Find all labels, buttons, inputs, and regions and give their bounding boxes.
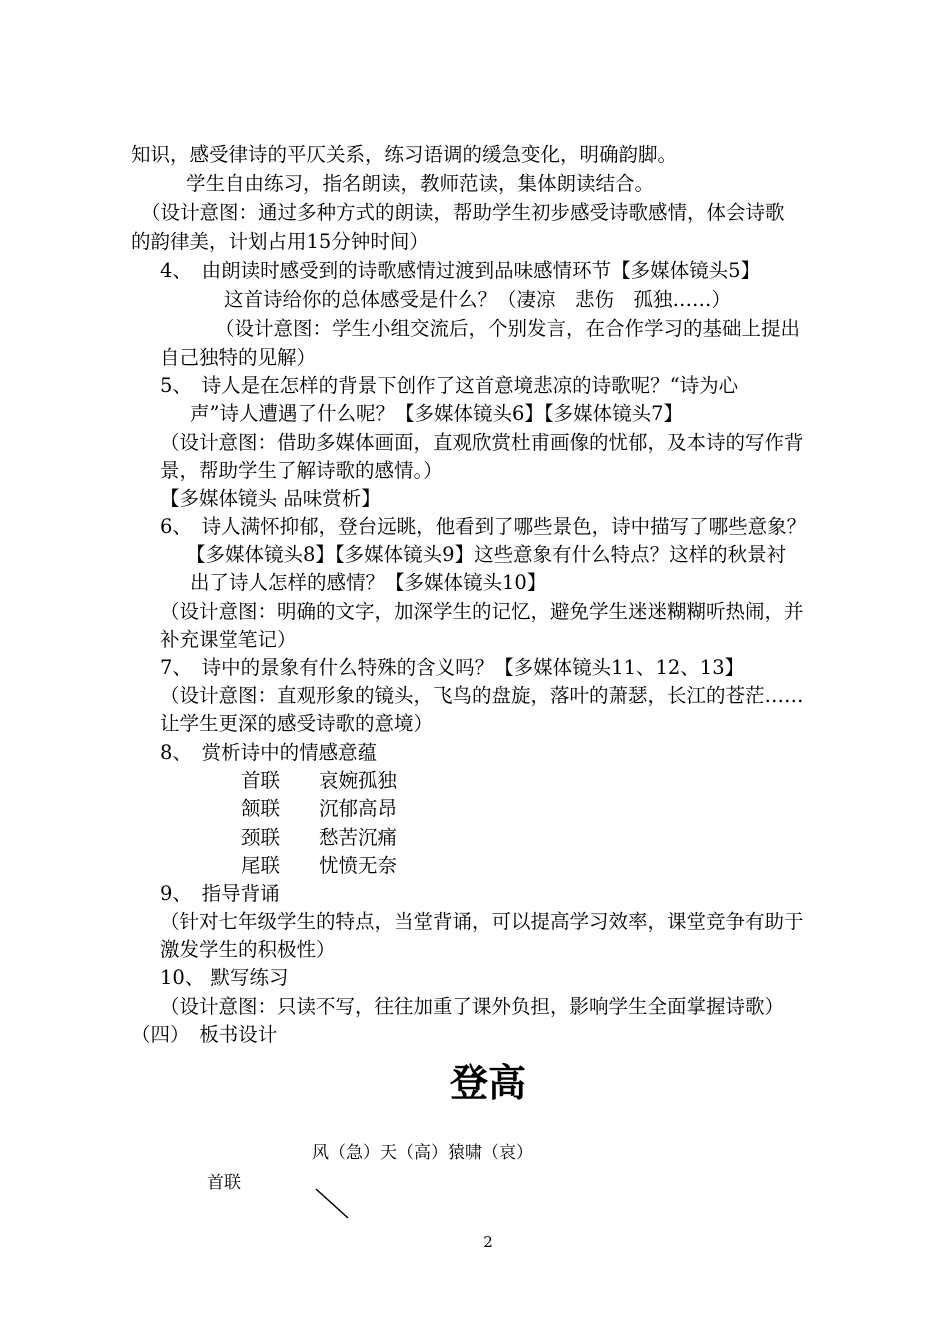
text-line: （设计意图：通过多种方式的朗读，帮助学生初步感受诗歌感情，体会诗歌: [141, 201, 785, 224]
text-line: （设计意图：明确的文字，加深学生的记忆，避免学生迷迷糊糊听热闹，并: [160, 600, 804, 623]
text-line: 【多媒体镜头8】【多媒体镜头9】这些意象有什么特点？这样的秋景衬: [186, 543, 787, 566]
page-number: 2: [483, 1233, 493, 1251]
text-line: （设计意图：借助多媒体画面，直观欣赏杜甫画像的忧郁，及本诗的写作背: [160, 431, 804, 454]
board-label: 首联: [207, 1173, 241, 1193]
text-line: 补充课堂笔记）: [160, 628, 297, 651]
text-line: 【多媒体镜头 品味赏析】: [160, 487, 381, 510]
text-line: 知识，感受律诗的平仄关系，练习语调的缓急变化，明确韵脚。: [131, 143, 678, 166]
text-line: 激发学生的积极性）: [160, 938, 336, 961]
text-line: 10、 默写练习: [160, 966, 289, 989]
board-line: 风（急）天（高）猿啸（哀）: [312, 1143, 533, 1163]
board-title: 登高: [449, 1061, 526, 1105]
text-line: 8、 赏析诗中的情感意蕴: [160, 741, 378, 764]
text-line: （针对七年级学生的特点，当堂背诵，可以提高学习效率，课堂竞争有助于: [160, 910, 804, 933]
text-line: 学生自由练习，指名朗读，教师范读，集体朗读结合。: [186, 172, 655, 195]
text-line: （设计意图：直观形象的镜头，飞鸟的盘旋，落叶的萧瑟，长江的苍茫……: [160, 684, 804, 707]
text-line: 9、 指导背诵: [160, 882, 280, 905]
text-line: （设计意图：只读不写，往往加重了课外负担，影响学生全面掌握诗歌）: [160, 995, 785, 1018]
text-line: 的韵律美，计划占用15分钟时间）: [131, 230, 429, 253]
text-line: 4、 由朗读时感受到的诗歌感情过渡到品味感情环节【多媒体镜头5】: [160, 259, 761, 282]
text-line: 7、 诗中的景象有什么特殊的含义吗？【多媒体镜头11、12、13】: [160, 656, 745, 679]
text-line: 颈联 愁苦沉痛: [241, 826, 398, 849]
diagonal-line: [312, 1186, 352, 1222]
text-line: 尾联 忧愤无奈: [241, 854, 398, 877]
text-line: 6、 诗人满怀抑郁，登台远眺，他看到了哪些景色，诗中描写了哪些意象？: [160, 515, 807, 538]
text-line: 出了诗人怎样的感情？【多媒体镜头10】: [190, 571, 547, 594]
text-line: 景，帮助学生了解诗歌的感情。）: [160, 459, 443, 482]
text-line: 声”诗人遭遇了什么呢？【多媒体镜头6】【多媒体镜头7】: [190, 402, 684, 425]
text-line: （四） 板书设计: [131, 1023, 278, 1046]
text-line: 让学生更深的感受诗歌的意境）: [160, 712, 434, 735]
text-line: 颔联 沉郁高昂: [241, 797, 398, 820]
text-line: 自己独特的见解）: [160, 346, 317, 369]
text-line: （设计意图：学生小组交流后，个别发言，在合作学习的基础上提出: [215, 317, 801, 340]
text-line: 这首诗给你的总体感受是什么？（凄凉 悲伤 孤独……）: [224, 288, 732, 311]
text-line: 首联 哀婉孤独: [241, 769, 398, 792]
text-line: 5、 诗人是在怎样的背景下创作了这首意境悲凉的诗歌呢？“诗为心: [160, 374, 739, 397]
